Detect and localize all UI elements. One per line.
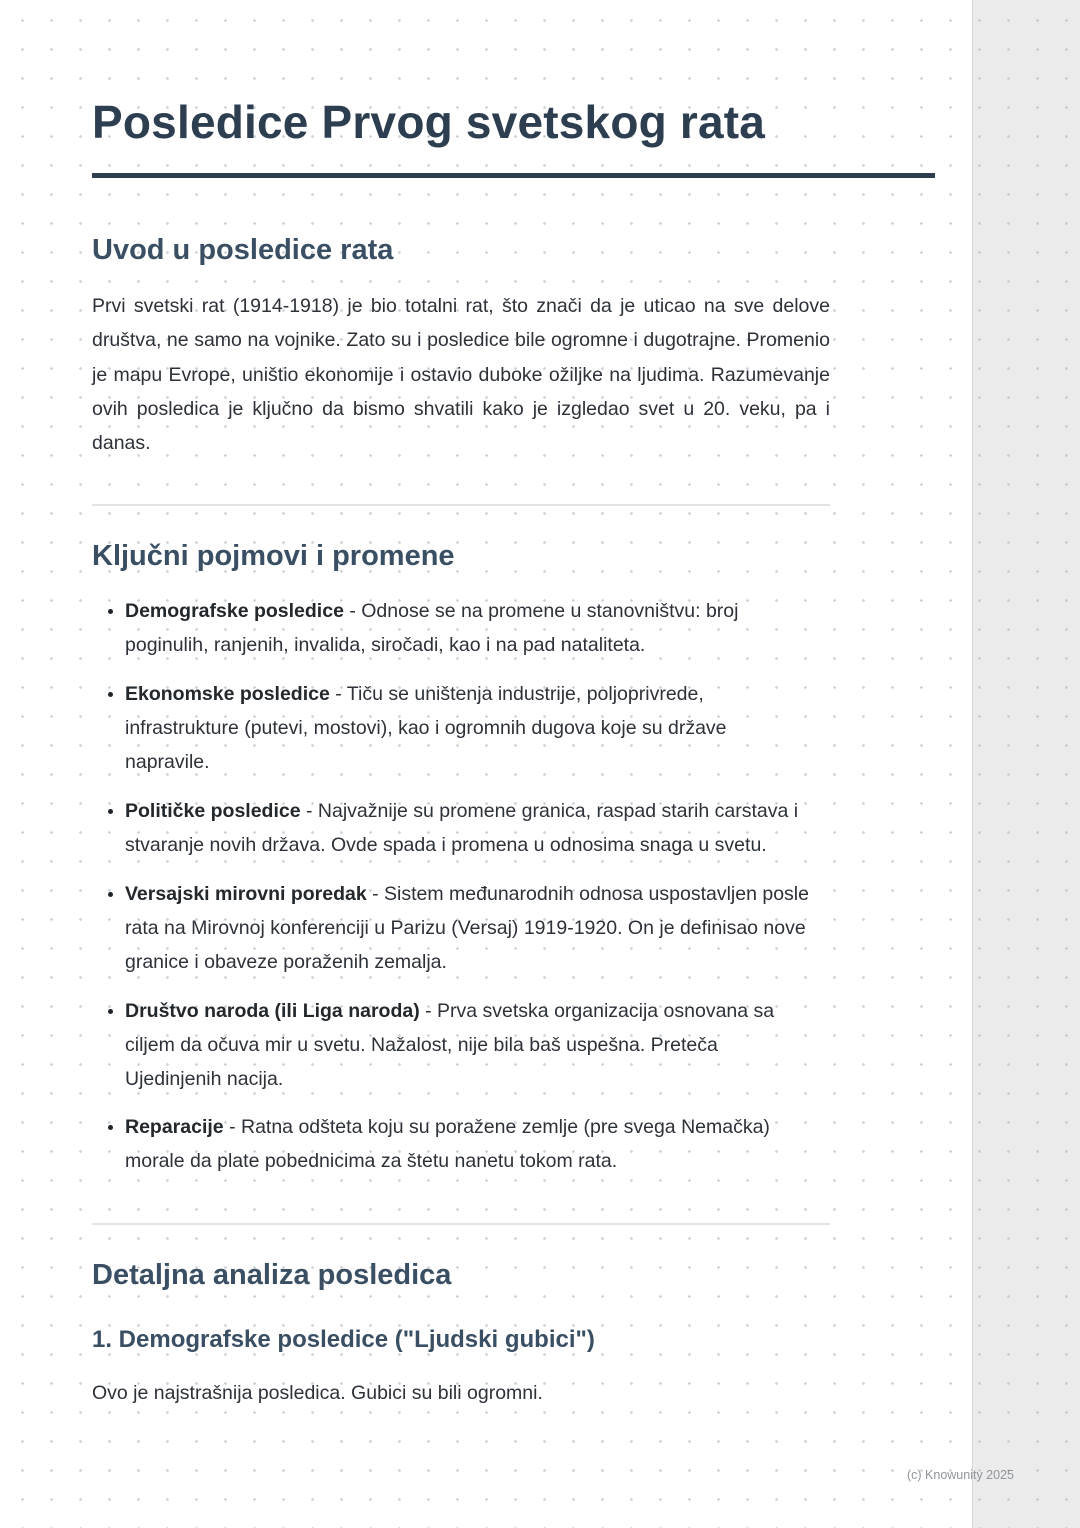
list-item xyxy=(125,878,815,980)
intro-paragraph: Prvi svetski rat (1914-1918) je bio totalni rat, što znači da je uticao na sve delove društva, ne samo na vojnike. Zato su i posledice bile ogromne i dugotrajne. Promenio je mapu Evrope, uništio ekonomije i ostavio duboke ožiljke na ljudima. Razumevanje ovih posledica je ključno da bismo shvatili kako je izgledao svet u 20. veku, pa i danas. xyxy=(92,294,830,455)
page-title: Posledice Prvog svetskog rata xyxy=(92,96,766,148)
section-divider xyxy=(92,1223,830,1225)
title-underline xyxy=(92,173,935,178)
term-label: Versajski mirovni poredak xyxy=(125,882,367,905)
term-description: - Najvažnije su promene granica, raspad starih carstava i stvaranje novih država. Ovde spada i promena u odnosima snaga u svetu. xyxy=(125,800,799,856)
term-label: Političke posledice xyxy=(125,800,301,823)
term-description: - Tiču se uništenja industrije, poljoprivrede, infrastrukture (putevi, mostovi), kao i ogromnih dugova koje su države napravile. xyxy=(125,683,727,774)
term-description: - Odnose se na promene u stanovništvu: broj poginulih, ranjenih, invalida, siročadi, kao i na pad nataliteta. xyxy=(125,600,739,657)
list-item xyxy=(125,995,815,1097)
analysis-subheading: 1. Demografske posledice ("Ljudski gubici") xyxy=(92,1326,595,1354)
section-divider xyxy=(92,504,830,506)
key-terms-heading: Ključni pojmovi i promene xyxy=(92,540,455,573)
section-analysis xyxy=(92,1259,935,1410)
page-content xyxy=(92,96,935,1411)
list-item xyxy=(125,1111,815,1179)
analysis-heading: Detaljna analiza posledica xyxy=(92,1259,452,1292)
section-intro xyxy=(92,234,935,461)
list-item xyxy=(125,678,815,780)
footer-credit: (c) Knowunity 2025 xyxy=(906,1468,1014,1482)
term-label: Reparacije xyxy=(125,1116,224,1139)
term-description: - Prva svetska organizacija osnovana sa ciljem da očuva mir u svetu. Nažalost, nije bila baš uspešna. Preteča Ujedinjenih nacija. xyxy=(125,999,775,1090)
section-key-terms xyxy=(92,540,935,1179)
intro-heading: Uvod u posledice rata xyxy=(92,233,394,266)
term-description: - Sistem međunarodnih odnosa uspostavljen posle rata na Mirovnoj konferenciji u Parizu (Versaj) 1919-1920. On je definisao nove granice i obaveze poraženih zemalja. xyxy=(125,882,809,973)
key-terms-list xyxy=(92,595,815,1179)
term-label: Ekonomske posledice xyxy=(125,683,330,706)
term-label: Demografske posledice xyxy=(125,600,344,623)
term-description: - Ratna odšteta koju su poražene zemlje (pre svega Nemačka) morale da plate pobednicima za štetu nanetu tokom rata. xyxy=(125,1116,770,1173)
term-label: Društvo naroda (ili Liga naroda) xyxy=(125,999,420,1022)
analysis-paragraph: Ovo je najstrašnija posledica. Gubici su bili ogromni. xyxy=(92,1382,543,1405)
list-item xyxy=(125,795,815,863)
list-item xyxy=(125,595,815,663)
